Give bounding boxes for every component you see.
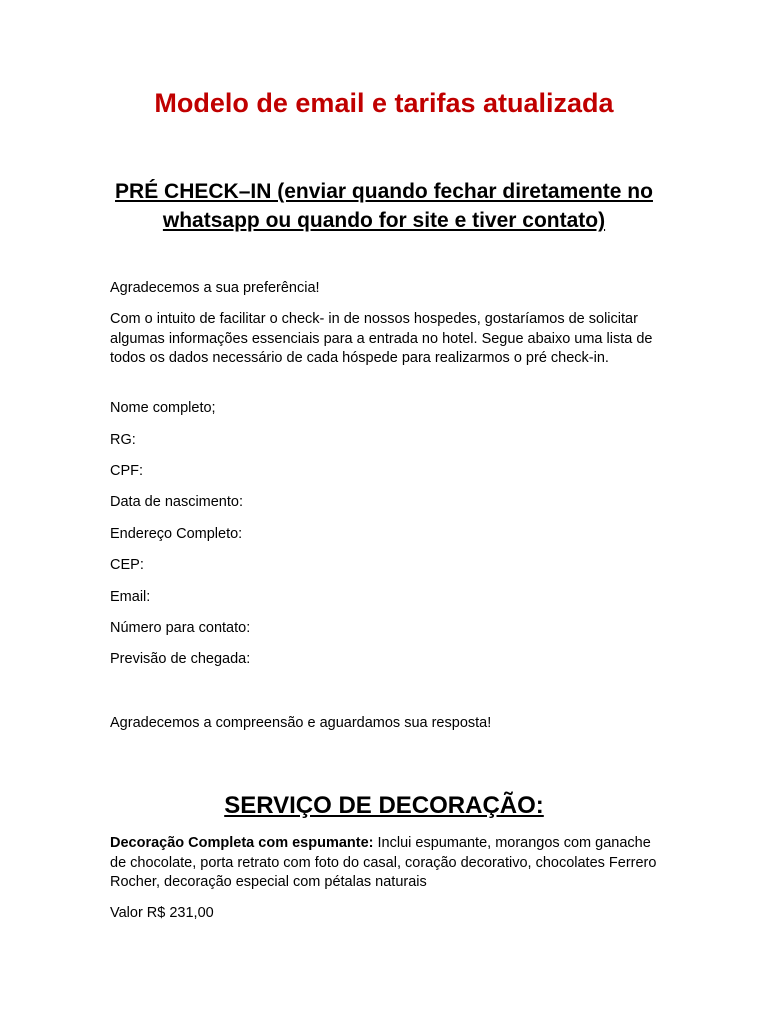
field-cpf: CPF: xyxy=(110,463,144,479)
field-nome-completo: Nome completo; xyxy=(110,400,216,416)
field-endereco: Endereço Completo: xyxy=(110,526,243,542)
field-email: Email: xyxy=(110,589,151,605)
document-title: Modelo de email e tarifas atualizada xyxy=(154,88,614,118)
field-numero-contato: Número para contato: xyxy=(110,620,251,636)
intro-paragraph: Com o intuito de facilitar o check- in de nossos hospedes, gostaríamos de solicitar algumas informações essenciais para a entrada no hotel. Segue abaixo uma lista de todos os dados necessário de cada hóspede para realizarmos o pré check-in. xyxy=(110,311,653,366)
greeting-text: Agradecemos a sua preferência! xyxy=(110,280,320,296)
field-data-nascimento: Data de nascimento: xyxy=(110,494,243,510)
decoracao-item-description: Inclui espumante, morangos com ganache de chocolate, porta retrato com foto do casal, coração decorativo, chocolates Ferrero Rocher, decoração especial com pétalas naturais xyxy=(110,835,657,890)
closing-text: Agradecemos a compreensão e aguardamos sua resposta! xyxy=(110,715,492,731)
decoracao-item xyxy=(110,834,662,893)
decoracao-item-name: Decoração Completa com espumante: xyxy=(110,835,374,851)
field-rg: RG: xyxy=(110,432,136,448)
decoracao-heading: SERVIÇO DE DECORAÇÃO: xyxy=(224,792,544,819)
field-previsao-chegada: Previsão de chegada: xyxy=(110,651,251,667)
precheckin-heading: PRÉ CHECK–IN (enviar quando fechar diretamente no whatsapp ou quando for site e tiver contato) xyxy=(115,180,653,232)
field-cep: CEP: xyxy=(110,557,144,573)
decoracao-price: Valor R$ 231,00 xyxy=(110,905,214,921)
